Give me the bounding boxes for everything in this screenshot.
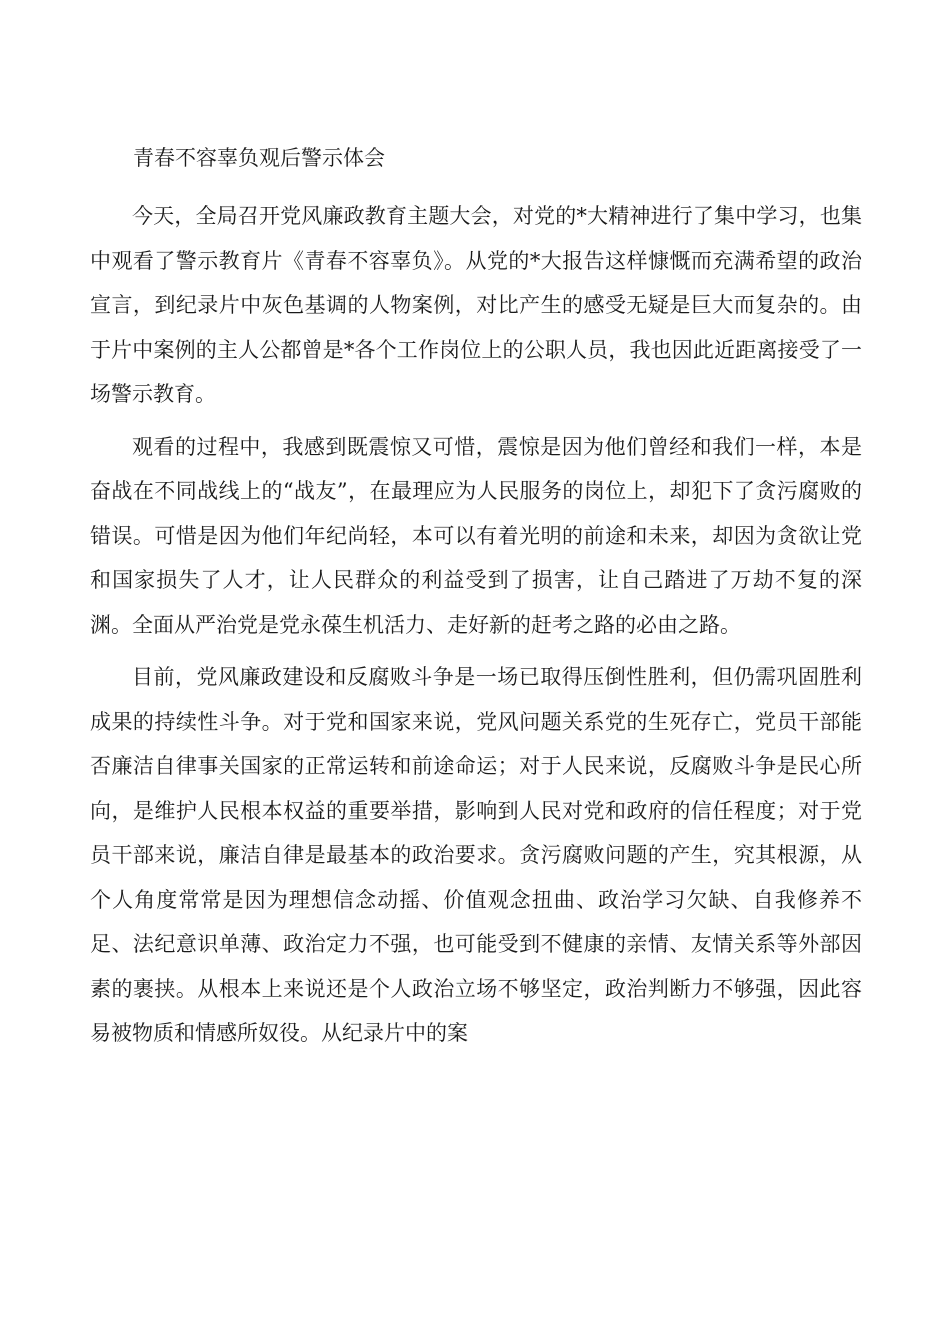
document-title: 青春不容辜负观后警示体会: [133, 146, 385, 170]
document-body: [90, 194, 862, 1064]
paragraph-1: 今天，全局召开党风廉政教育主题大会，对党的*大精神进行了集中学习，也集中观看了警示教育片《青春不容辜负》。从党的*大报告这样慷慨而充满希望的政治宣言，到纪录片中灰色基调的人物案例，对比产生的感受无疑是巨大而复杂的。由于片中案例的主人公都曾是*各个工作岗位上的公职人员，我也因此近距离接受了一场警示教育。: [90, 204, 862, 406]
paragraph-2: 观看的过程中，我感到既震惊又可惜，震惊是因为他们曾经和我们一样，本是奋战在不同战线上的“战友”，在最理应为人民服务的岗位上，却犯下了贪污腐败的错误。可惜是因为他们年纪尚轻，本可以有着光明的前途和未来，却因为贪欲让党和国家损失了人才，让人民群众的利益受到了损害，让自己踏进了万劫不复的深渊。全面从严治党是党永葆生机活力、走好新的赶考之路的必由之路。: [90, 434, 862, 637]
paragraph-3: 目前，党风廉政建设和反腐败斗争是一场已取得压倒性胜利，但仍需巩固胜利成果的持续性斗争。对于党和国家来说，党风问题关系党的生死存亡，党员干部能否廉洁自律事关国家的正常运转和前途命运；对于人民来说，反腐败斗争是民心所向，是维护人民根本权益的重要举措，影响到人民对党和政府的信任程度；对于党员干部来说，廉洁自律是最基本的政治要求。贪污腐败问题的产生，究其根源，从个人角度常常是因为理想信念动摇、价值观念扭曲、政治学习欠缺、自我修养不足、法纪意识单薄、政治定力不强，也可能受到不健康的亲情、友情关系等外部因素的裹挟。从根本上来说还是个人政治立场不够坚定，政治判断力不够强，因此容易被物质和情感所奴役。从纪录片中的案: [90, 665, 862, 1045]
